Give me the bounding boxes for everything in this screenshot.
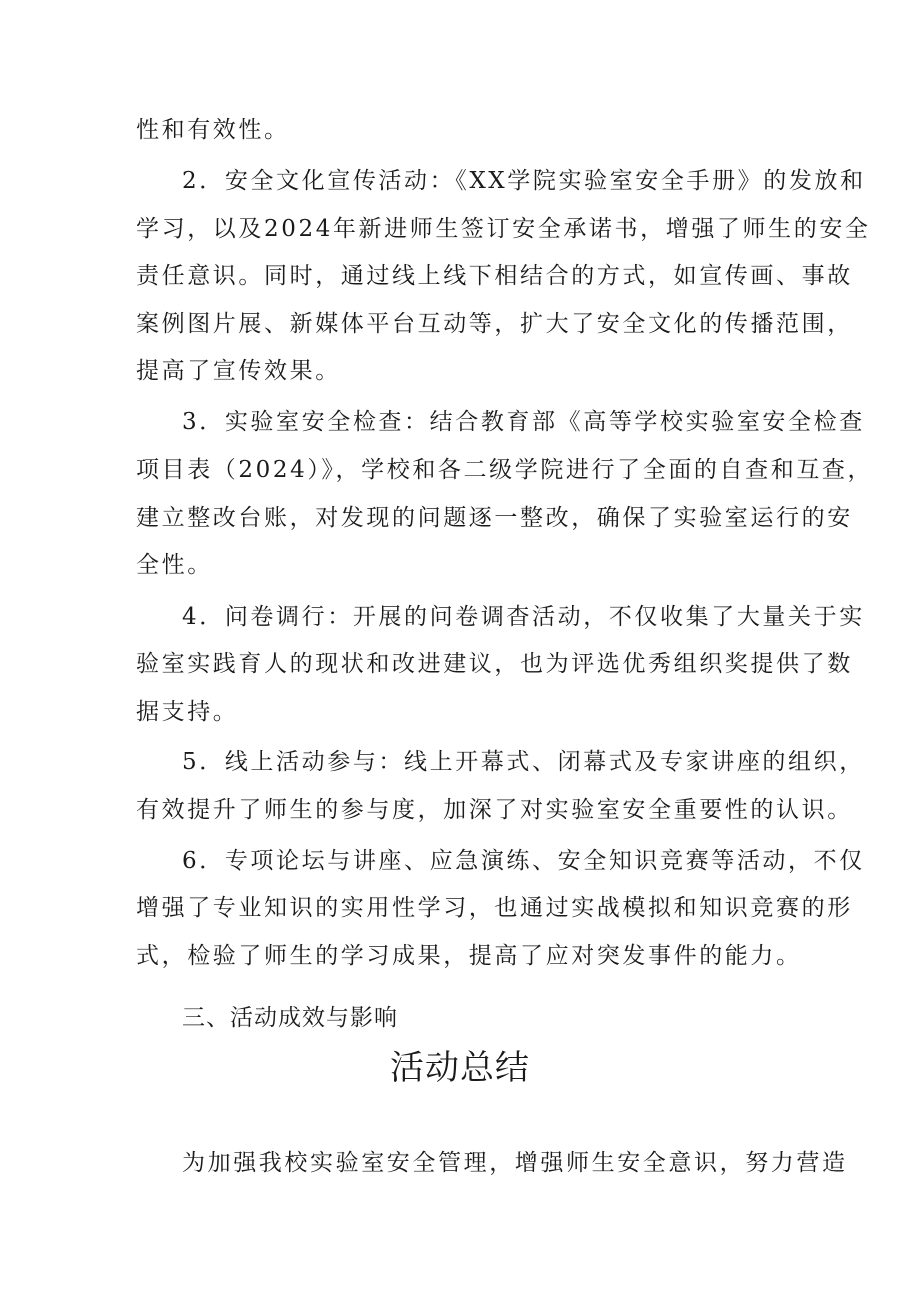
paragraph-line: 全性。 (136, 552, 213, 578)
paragraph-line: 据支持。 (136, 699, 239, 725)
paragraph-line: 式，检验了师生的学习成果，提高了应对突发事件的能力。 (136, 943, 802, 969)
paragraph-line: 提高了宣传效果。 (136, 358, 341, 384)
section-heading: 三、活动成效与影响 (182, 1005, 398, 1031)
paragraph-line: 项目表（2024）》，学校和各二级学院进行了全面的自查和互查， (136, 457, 874, 483)
paragraph-line: 6．专项论坛与讲座、应急演练、安全知识竞赛等活动，不仅 (182, 848, 865, 874)
paragraph-line: 增强了专业知识的实用性学习，也通过实战模拟和知识竞赛的形 (136, 895, 853, 921)
paragraph-line: 建立整改台账，对发现的问题逐一整改，确保了实验室运行的安 (136, 505, 853, 531)
paragraph-line: 5．线上活动参与：线上开幕式、闭幕式及专家讲座的组织， (182, 749, 865, 775)
paragraph-line: 性和有效性。 (136, 117, 290, 143)
paragraph-line: 4．问卷调行：开展的问卷调杳活动，不仅收集了大量关于实 (182, 604, 865, 630)
paragraph-line: 责任意识。同时，通过线上线下相结合的方式，如宣传画、事故 (136, 263, 853, 289)
intro-line: 为加强我校实验室安全管理，增强师生安全意识，努力营造 (182, 1150, 848, 1176)
page-title: 活动总结 (390, 1048, 530, 1088)
paragraph-line: 2．安全文化宣传活动：《XX学院实验室安全手册》的发放和 (182, 168, 866, 194)
paragraph-line: 学习，以及2024年新进师生签订安全承诺书，增强了师生的安全 (136, 216, 871, 242)
paragraph-line: 有效提升了师生的参与度，加深了对实验室安全重要性的认识。 (136, 797, 853, 823)
paragraph-line: 验室实践育人的现状和改进建议，也为评选优秀组织奖提供了数 (136, 651, 853, 677)
paragraph-line: 案例图片展、新媒体平台互动等，扩大了安全文化的传播范围， (136, 311, 853, 337)
paragraph-line: 3．实验室安全检查：结合教育部《高等学校实验室安全检查 (182, 409, 865, 435)
